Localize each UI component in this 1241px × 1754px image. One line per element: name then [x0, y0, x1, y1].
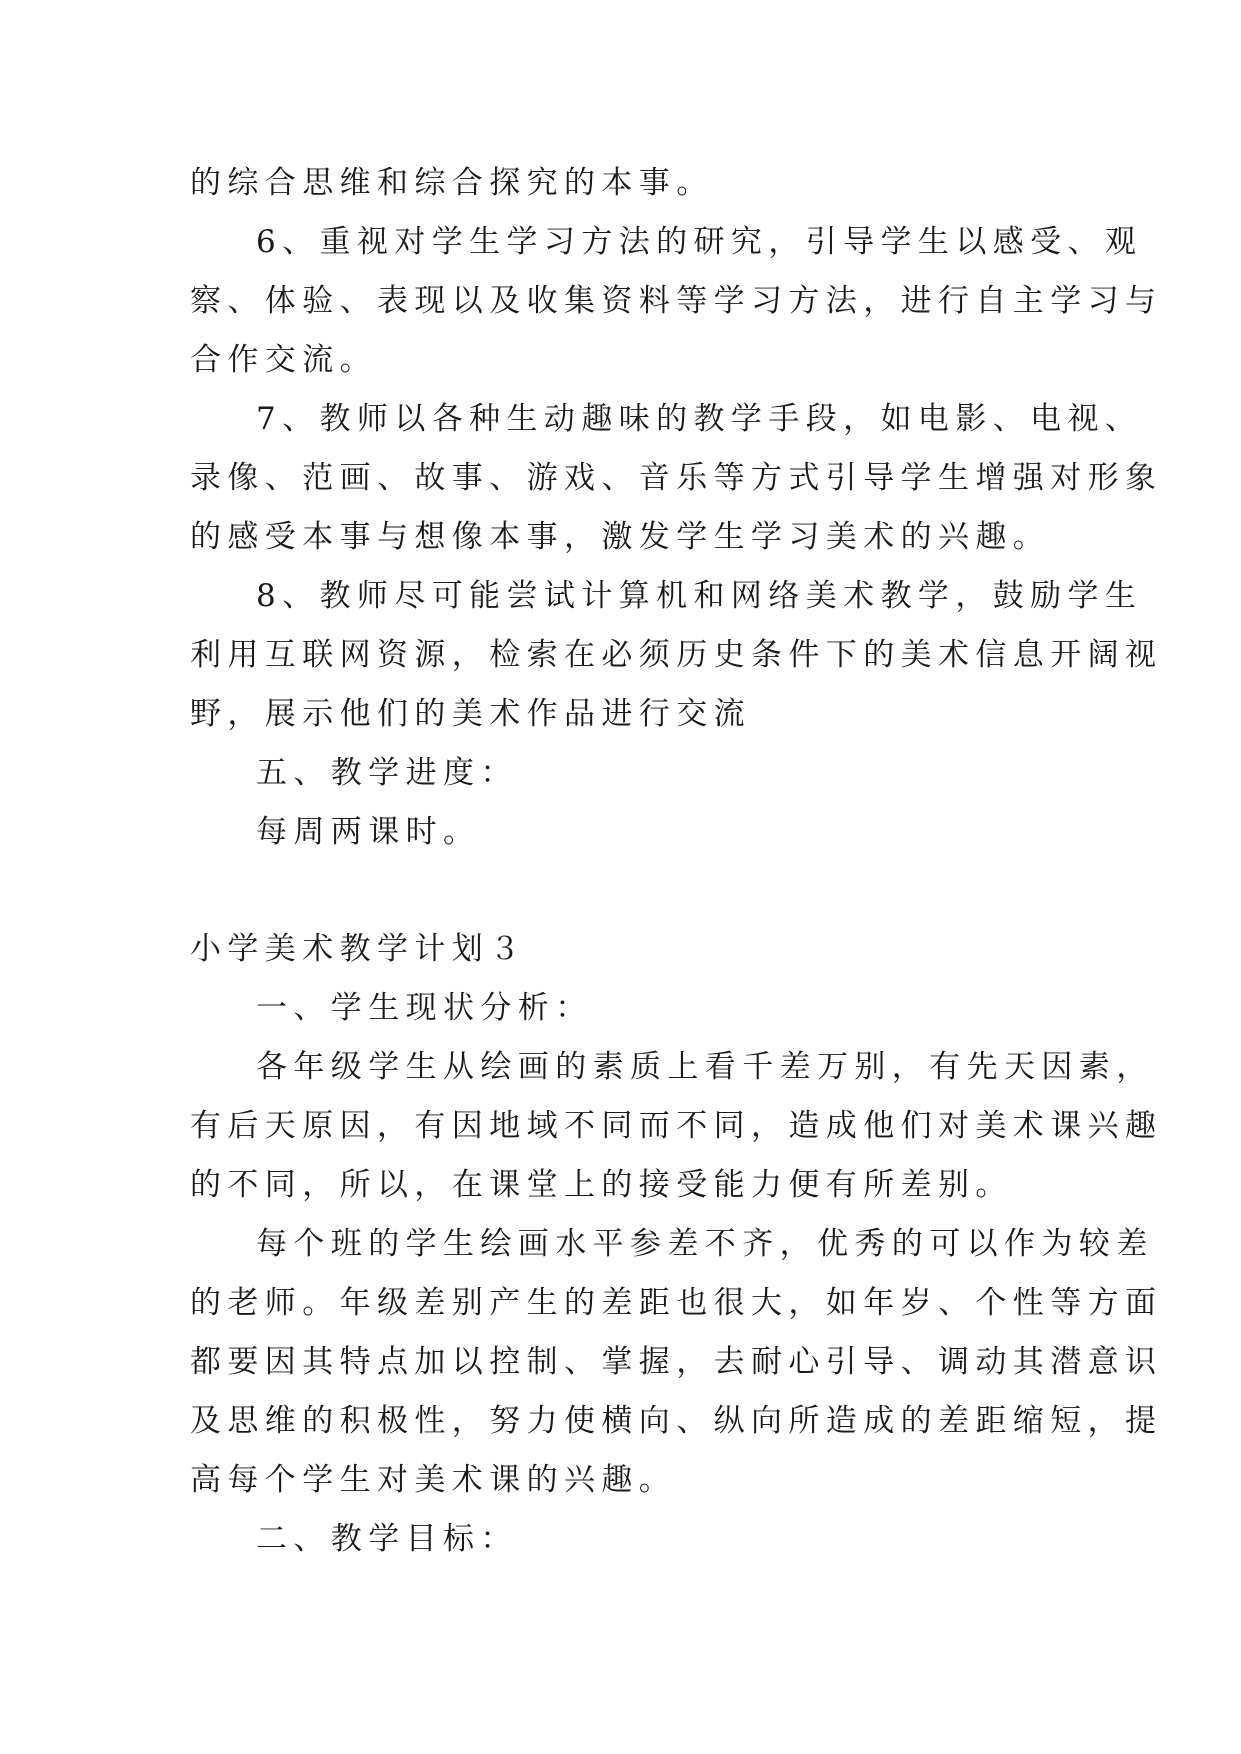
paragraph-line: 野，展示他们的美术作品进行交流 — [190, 696, 751, 732]
paragraph-line: 合作交流。 — [190, 342, 377, 378]
paragraph-line: 的不同，所以，在课堂上的接受能力便有所差别。 — [190, 1167, 1013, 1203]
paragraph-line: 6、重视对学生学习方法的研究，引导学生以感受、观 — [256, 224, 1143, 260]
paragraph-line: 都要因其特点加以控制、掌握，去耐心引导、调动其潜意识 — [190, 1344, 1163, 1380]
paragraph-line: 录像、范画、故事、游戏、音乐等方式引导学生增强对形象 — [190, 460, 1163, 496]
paragraph-line: 7、教师以各种生动趣味的教学手段，如电影、电视、 — [256, 401, 1143, 437]
paragraph-line: 有后天原因，有因地域不同而不同，造成他们对美术课兴趣 — [190, 1108, 1163, 1144]
paragraph-line: 察、体验、表现以及收集资料等学习方法，进行自主学习与 — [190, 283, 1163, 319]
paragraph-line: 高每个学生对美术课的兴趣。 — [190, 1462, 677, 1498]
paragraph-line: 利用互联网资源，检索在必须历史条件下的美术信息开阔视 — [190, 637, 1163, 673]
paragraph-line: 的老师。年级差别产生的差距也很大，如年岁、个性等方面 — [190, 1285, 1163, 1321]
section-heading: 五、教学进度： — [256, 755, 518, 791]
paragraph-line: 的综合思维和综合探究的本事。 — [190, 165, 714, 201]
section-heading: 一、学生现状分析： — [256, 990, 593, 1026]
paragraph-line: 每周两课时。 — [256, 814, 481, 850]
paragraph-line: 8、教师尽可能尝试计算机和网络美术教学，鼓励学生 — [256, 578, 1143, 614]
paragraph-line: 的感受本事与想像本事，激发学生学习美术的兴趣。 — [190, 519, 1051, 555]
paragraph-line: 每个班的学生绘画水平参差不齐，优秀的可以作为较差 — [256, 1226, 1154, 1262]
section-heading: 二、教学目标： — [256, 1521, 518, 1557]
paragraph-line: 及思维的积极性，努力使横向、纵向所造成的差距缩短，提 — [190, 1403, 1163, 1439]
document-title: 小学美术教学计划３ — [190, 931, 527, 967]
paragraph-line: 各年级学生从绘画的素质上看千差万别，有先天因素， — [256, 1049, 1154, 1085]
